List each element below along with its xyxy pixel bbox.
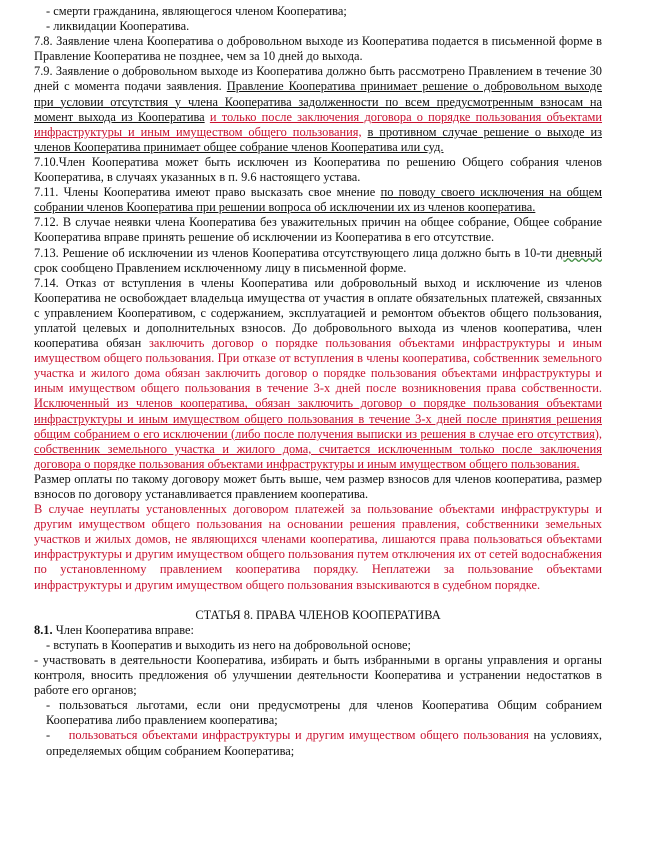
right-item-benefits: - пользоваться льготами, если они предусмотрены для членов Кооператива Общим собранием Кооператива либо правлением кооператива; — [46, 698, 602, 728]
clause-7-9-red: и только после заключения договора о порядке пользования объектами инфраструктуры и иным имуществом общего пользования, — [34, 109, 602, 139]
list-item-liquidation: - ликвидации Кооператива. — [46, 19, 190, 34]
right-item-infrastructure-tail: на условиях, определяемых общим собранием Кооператива; — [46, 728, 603, 758]
right-item-join: - вступать в Кооператив и выходить из него на добровольной основе; — [46, 637, 411, 652]
clause-7-14-red-underlined: Исключенный из членов кооператива, обязан заключить договор о порядке пользования объектами инфраструктуры и иным имуществом общего пользования в течение 3-х дней после принятия решения общим собранием о его исключении (либо после получения выписки из решения в случае его отсутствия), собственник земельного участка и жилого дома, считается исключенным только после заключения договора о порядке пользования объектами инфраструктуры и иным имуществом общего пользования. — [34, 396, 602, 471]
clause-7-9-tail: в противном случае решение о выходе из членов Кооператива принимает общее собрание членов Кооператива или суд. — [34, 124, 602, 154]
document-page — [34, 4, 602, 759]
right-item-dash: - — [46, 728, 51, 743]
clause-7-9 — [34, 64, 602, 155]
clause-7-13-flagged-word: дневный — [556, 245, 602, 260]
clause-7-10: 7.10.Член Кооператива может быть исключен из Кооператива по решению Общего собрания членов Кооператива, в случаях указанных в п. 9.6 настоящего устава. — [34, 154, 602, 185]
clause-7-13-text: 7.13. Решение об исключении из членов Кооператива отсутствующего лица должно быть в 10-ти — [34, 245, 553, 260]
clause-8-1 — [34, 623, 602, 638]
clause-7-11-underlined: по поводу своего исключения на общем собрании членов Кооператива при решении вопроса об исключении их из членов кооператива. — [34, 185, 602, 215]
clause-8-1-number: 8.1. — [34, 622, 53, 637]
right-item-infrastructure — [34, 728, 602, 758]
right-item-participate: - участвовать в деятельности Кооператива, избирать и быть избранными в органы управления и органы контроля, вносить предложения об улучшении деятельности Кооператива и устранении недостатков в работе его органов; — [34, 652, 602, 698]
clause-7-12: 7.12. В случае неявки члена Кооператива без уважительных причин на общее собрание, Общее собрание Кооператива вправе принять решение об исключении из Кооператива в его отсутствие. — [34, 215, 602, 245]
payment-paragraph: Размер оплаты по такому договору может быть выше, чем размер взносов для членов кооператива, размер взносов по договору устанавливается правлением кооператива. — [34, 471, 602, 501]
clause-8-1-text: Член Кооператива вправе: — [55, 622, 194, 637]
clause-7-9-underlined: Правление Кооператива принимает решение о добровольном выходе при условии отсутствия у члена Кооператива задолженности по всем предусмотренным взносам на момент выхода из Кооператива — [34, 79, 602, 124]
list-item-death: - смерти гражданина, являющегося членом Кооператива; — [46, 4, 347, 18]
clause-7-8: 7.8. Заявление члена Кооператива о добровольном выходе из Кооператива подается в письменной форме в Правление Кооператива не позднее, чем за 10 дней до выхода. — [34, 34, 602, 64]
article-8-heading: СТАТЬЯ 8. ПРАВА ЧЛЕНОВ КООПЕРАТИВА — [195, 607, 441, 622]
clause-7-14 — [34, 276, 602, 472]
right-item-infrastructure-red: пользоваться объектами инфраструктуры и другим имуществом общего пользования — [68, 728, 529, 743]
clause-7-11 — [34, 185, 602, 215]
clause-7-9-text: 7.9. Заявление о добровольном выходе из Кооператива должно быть рассмотрено Правлением в течение 30 дней с момента подачи заявления. — [34, 64, 602, 94]
clause-7-14-red: заключить договор о порядке пользования объектами инфраструктуры и иным имуществом общего пользования. При отказе от вступления в члены кооператива, собственник земельного участка и жилого дома обязан заключить договор о порядке пользования объектами инфраструктуры и иным имуществом общего пользования в течение 3-х дней после возникновения права собственности. — [34, 336, 603, 396]
nonpayment-paragraph: В случае неуплаты установленных договором платежей за пользование объектами инфраструктуры и другим имуществом общего пользования на основании решения правления, собственники земельных участков и жилых домов, не являющихся членами кооператива, лишаются права пользоваться объектами инфраструктуры и другим имуществом общего пользования путем отключения их от сетей водоснабжения по установленному правлением кооператива порядку. Неплатежи за пользование объектами инфраструктуры и другим имуществом общего пользования взыскиваются в судебном порядке. — [34, 502, 602, 592]
clause-7-14-text: 7.14. Отказ от вступления в члены Кооператива или добровольный выход и исключение из членов Кооператива не освобождает владельца имущества от участия в оплате обязательных платежей, связанных с управлением Кооперативом, с содержанием, эксплуатацией и ремонтом объектов общего пользования, уплатой целевых и дополнительных взносов. До добровольного выхода из членов кооператива, член кооператива обязан — [34, 275, 602, 351]
clause-7-13 — [34, 246, 602, 276]
clause-7-13-tail: срок сообщено Правлением исключенному лицу в письменной форме. — [34, 260, 407, 275]
clause-7-11-text: 7.11. Члены Кооператива имеют право высказать свое мнение — [34, 185, 376, 200]
